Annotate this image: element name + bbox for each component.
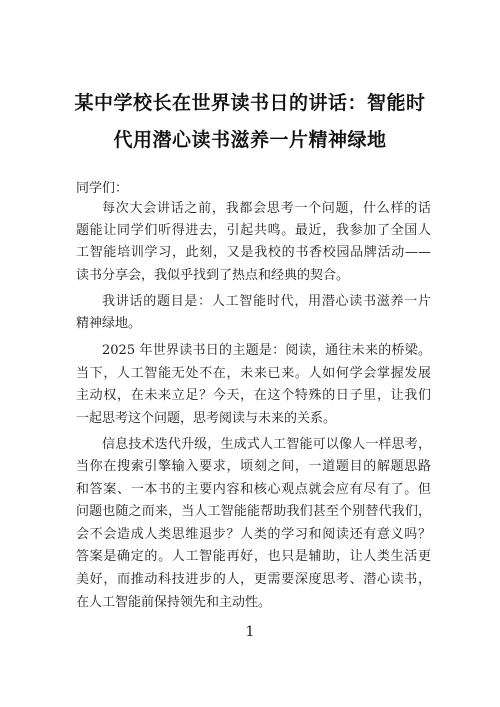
paragraph-line: 读书分享会，我似乎找到了热点和经典的契合。 (76, 268, 350, 283)
paragraph-line: 在人工智能前保持领先和主动性。 (76, 595, 272, 610)
paragraph-line: 美好，而推动科技进步的人，更需要深度思考、潜心读书， (76, 572, 431, 587)
paragraph-line: 当下，人工智能无处不在，未来已来。人如何学会掌握发展 (76, 366, 431, 381)
paragraph-line: 一起思考这个问题，思考阅读与未来的关系。 (76, 411, 337, 426)
page-number: 1 (245, 624, 255, 640)
paragraph-line: 主动权，在未来立足？今天，在这个特殊的日子里，让我们 (76, 388, 431, 403)
paragraph-line: 当你在搜索引擎输入要求，顷刻之间，一道题目的解题思路 (76, 459, 431, 474)
document-title-line-1: 某中学校长在世界读书日的讲话：智能时 (74, 92, 426, 114)
paragraph-line: 问题也随之而来，当人工智能能帮助我们甚至个别替代我们， (76, 504, 431, 519)
paragraph-line: 我讲话的题目是：人工智能时代，用潜心读书滋养一片 (102, 294, 431, 309)
paragraph-line: 题能让同学们听得进去，引起共鸣。最近，我参加了全国人 (76, 223, 431, 238)
paragraph-line: 每次大会讲话之前，我都会思考一个问题，什么样的话 (102, 201, 431, 216)
paragraph-line: 2025 年世界读书日的主题是：阅读，通往未来的桥梁。 (102, 343, 431, 358)
paragraph-line: 信息技术迭代升级，生成式人工智能可以像人一样思考， (102, 437, 431, 452)
paragraph-line: 答案是确定的。人工智能再好，也只是辅助，让人类生活更 (76, 549, 431, 564)
greeting: 同学们： (76, 181, 129, 196)
paragraph-line: 工智能培训学习，此刻，又是我校的书香校园品牌活动—— (76, 245, 431, 260)
document-title-line-2: 代用潜心读书滋养一片精神绿地 (113, 129, 387, 151)
paragraph-line: 和答案、一本书的主要内容和核心观点就会应有尽有了。但 (76, 482, 431, 497)
paragraph-line: 会不会造成人类思维退步？人类的学习和阅读还有意义吗？ (76, 527, 431, 542)
paragraph-line: 精神绿地。 (76, 316, 142, 331)
